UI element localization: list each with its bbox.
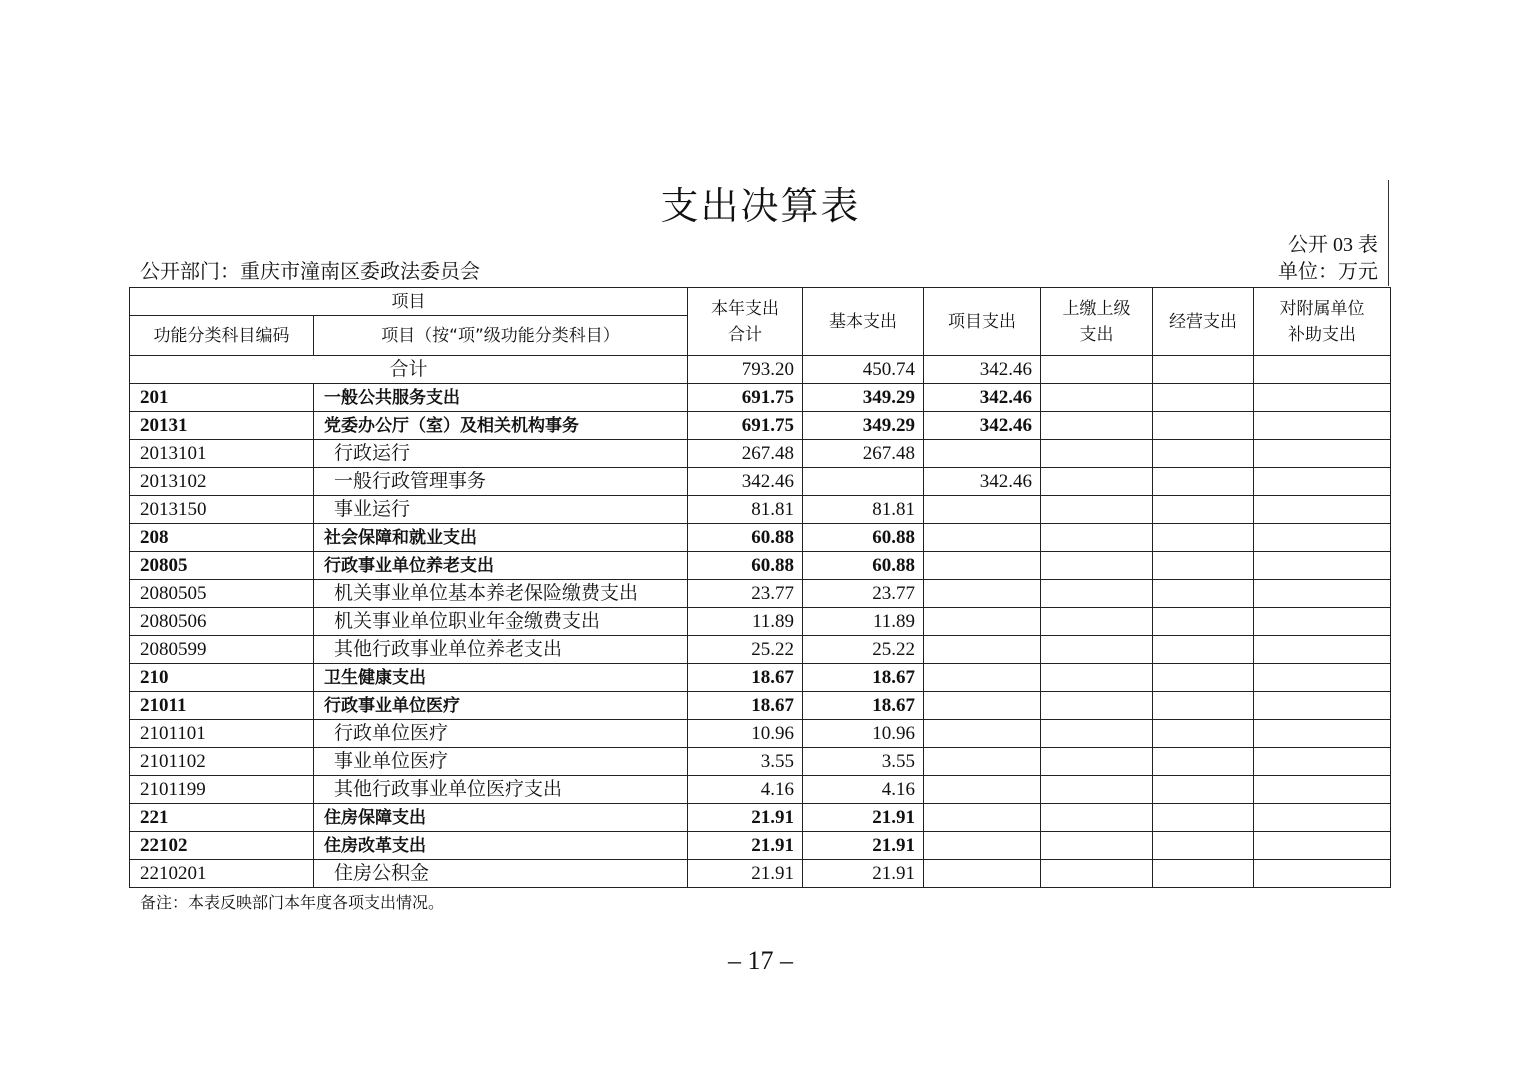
table-row — [130, 832, 1391, 860]
row-code: 2080599 — [130, 636, 314, 664]
department-label: 公开部门：重庆市潼南区委政法委员会 — [140, 261, 480, 283]
row-total: 18.67 — [688, 692, 803, 720]
row-business — [1153, 804, 1254, 832]
row-name: 住房保障支出 — [314, 804, 688, 832]
header-name: 项目（按“项”级功能分类科目） — [314, 316, 688, 356]
row-business — [1153, 468, 1254, 496]
row-business — [1153, 664, 1254, 692]
row-subsidy — [1254, 580, 1391, 608]
row-code: 2210201 — [130, 860, 314, 888]
row-subsidy — [1254, 524, 1391, 552]
row-total: 23.77 — [688, 580, 803, 608]
row-code: 201 — [130, 384, 314, 412]
unit-label: 单位：万元 — [1278, 261, 1378, 283]
header-project-group: 项目 — [130, 288, 688, 316]
row-project — [924, 748, 1041, 776]
row-basic: 3.55 — [803, 748, 924, 776]
row-subsidy — [1254, 552, 1391, 580]
row-name: 事业运行 — [314, 496, 688, 524]
row-business — [1153, 524, 1254, 552]
table-row — [130, 608, 1391, 636]
row-subsidy — [1254, 748, 1391, 776]
row-code: 2013150 — [130, 496, 314, 524]
row-subsidy — [1254, 468, 1391, 496]
row-code: 2101102 — [130, 748, 314, 776]
row-business — [1153, 496, 1254, 524]
row-project — [924, 720, 1041, 748]
row-remit — [1041, 412, 1153, 440]
row-basic: 60.88 — [803, 552, 924, 580]
row-name: 机关事业单位基本养老保险缴费支出 — [314, 580, 688, 608]
row-subsidy — [1254, 412, 1391, 440]
row-project — [924, 608, 1041, 636]
row-project — [924, 692, 1041, 720]
row-total: 21.91 — [688, 804, 803, 832]
row-name: 其他行政事业单位医疗支出 — [314, 776, 688, 804]
table-row — [130, 412, 1391, 440]
total-sum: 793.20 — [688, 356, 803, 384]
row-remit — [1041, 860, 1153, 888]
row-total: 691.75 — [688, 384, 803, 412]
row-basic: 21.91 — [803, 804, 924, 832]
expenditure-table — [129, 287, 1391, 888]
row-code: 2101199 — [130, 776, 314, 804]
row-project — [924, 524, 1041, 552]
header-project: 项目支出 — [924, 288, 1041, 356]
row-remit — [1041, 608, 1153, 636]
row-remit — [1041, 552, 1153, 580]
row-project — [924, 636, 1041, 664]
row-project — [924, 804, 1041, 832]
row-code: 20131 — [130, 412, 314, 440]
row-name: 一般公共服务支出 — [314, 384, 688, 412]
row-total: 81.81 — [688, 496, 803, 524]
row-project — [924, 664, 1041, 692]
table-row — [130, 692, 1391, 720]
row-total: 60.88 — [688, 552, 803, 580]
row-project — [924, 496, 1041, 524]
row-remit — [1041, 468, 1153, 496]
row-remit — [1041, 524, 1153, 552]
row-total: 267.48 — [688, 440, 803, 468]
header-remit: 上缴上级 支出 — [1041, 288, 1153, 356]
row-subsidy — [1254, 860, 1391, 888]
row-subsidy — [1254, 608, 1391, 636]
row-basic: 11.89 — [803, 608, 924, 636]
row-business — [1153, 860, 1254, 888]
row-basic: 25.22 — [803, 636, 924, 664]
row-subsidy — [1254, 440, 1391, 468]
table-row — [130, 580, 1391, 608]
row-project: 342.46 — [924, 468, 1041, 496]
row-subsidy — [1254, 636, 1391, 664]
row-total: 21.91 — [688, 860, 803, 888]
row-business — [1153, 440, 1254, 468]
row-total: 342.46 — [688, 468, 803, 496]
row-name: 行政运行 — [314, 440, 688, 468]
header-subsidy: 对附属单位 补助支出 — [1254, 288, 1391, 356]
table-row — [130, 664, 1391, 692]
total-row — [130, 356, 1391, 384]
row-name: 住房改革支出 — [314, 832, 688, 860]
row-business — [1153, 748, 1254, 776]
row-subsidy — [1254, 692, 1391, 720]
row-project — [924, 440, 1041, 468]
row-name: 机关事业单位职业年金缴费支出 — [314, 608, 688, 636]
table-row — [130, 636, 1391, 664]
row-business — [1153, 720, 1254, 748]
header-total: 本年支出 合计 — [688, 288, 803, 356]
row-total: 21.91 — [688, 832, 803, 860]
row-business — [1153, 636, 1254, 664]
row-code: 20805 — [130, 552, 314, 580]
row-name: 一般行政管理事务 — [314, 468, 688, 496]
table-number: 公开 03 表 — [1288, 234, 1378, 256]
row-code: 2080505 — [130, 580, 314, 608]
row-code: 210 — [130, 664, 314, 692]
table-row — [130, 496, 1391, 524]
row-basic: 18.67 — [803, 664, 924, 692]
row-code: 208 — [130, 524, 314, 552]
table-row — [130, 524, 1391, 552]
row-name: 行政事业单位医疗 — [314, 692, 688, 720]
row-basic: 4.16 — [803, 776, 924, 804]
row-subsidy — [1254, 776, 1391, 804]
header-basic: 基本支出 — [803, 288, 924, 356]
row-basic: 349.29 — [803, 384, 924, 412]
row-total: 18.67 — [688, 664, 803, 692]
row-remit — [1041, 804, 1153, 832]
header-business: 经营支出 — [1153, 288, 1254, 356]
row-basic: 21.91 — [803, 860, 924, 888]
total-label: 合计 — [130, 356, 688, 384]
table-row — [130, 440, 1391, 468]
row-basic: 10.96 — [803, 720, 924, 748]
table-row — [130, 384, 1391, 412]
row-subsidy — [1254, 804, 1391, 832]
row-basic: 267.48 — [803, 440, 924, 468]
row-remit — [1041, 496, 1153, 524]
row-project — [924, 832, 1041, 860]
row-business — [1153, 384, 1254, 412]
row-subsidy — [1254, 664, 1391, 692]
row-subsidy — [1254, 720, 1391, 748]
total-basic: 450.74 — [803, 356, 924, 384]
row-basic: 23.77 — [803, 580, 924, 608]
total-project: 342.46 — [924, 356, 1041, 384]
total-remit — [1041, 356, 1153, 384]
row-name: 社会保障和就业支出 — [314, 524, 688, 552]
row-total: 3.55 — [688, 748, 803, 776]
row-project — [924, 580, 1041, 608]
row-total: 60.88 — [688, 524, 803, 552]
row-name: 卫生健康支出 — [314, 664, 688, 692]
row-business — [1153, 412, 1254, 440]
row-code: 2013101 — [130, 440, 314, 468]
row-remit — [1041, 440, 1153, 468]
row-remit — [1041, 748, 1153, 776]
row-code: 21011 — [130, 692, 314, 720]
row-code: 221 — [130, 804, 314, 832]
row-remit — [1041, 776, 1153, 804]
total-business — [1153, 356, 1254, 384]
table-row — [130, 860, 1391, 888]
table-row — [130, 552, 1391, 580]
table-row — [130, 468, 1391, 496]
row-code: 2013102 — [130, 468, 314, 496]
row-basic: 60.88 — [803, 524, 924, 552]
row-total: 10.96 — [688, 720, 803, 748]
row-subsidy — [1254, 496, 1391, 524]
row-basic: 349.29 — [803, 412, 924, 440]
row-subsidy — [1254, 384, 1391, 412]
row-basic — [803, 468, 924, 496]
row-remit — [1041, 664, 1153, 692]
row-project — [924, 860, 1041, 888]
row-project — [924, 776, 1041, 804]
row-total: 4.16 — [688, 776, 803, 804]
row-business — [1153, 692, 1254, 720]
total-subsidy — [1254, 356, 1391, 384]
row-name: 党委办公厅（室）及相关机构事务 — [314, 412, 688, 440]
table-row — [130, 748, 1391, 776]
row-total: 11.89 — [688, 608, 803, 636]
row-name: 其他行政事业单位养老支出 — [314, 636, 688, 664]
page-title: 支出决算表 — [660, 184, 861, 228]
row-total: 691.75 — [688, 412, 803, 440]
row-business — [1153, 580, 1254, 608]
row-project: 342.46 — [924, 384, 1041, 412]
row-project: 342.46 — [924, 412, 1041, 440]
table-row — [130, 804, 1391, 832]
row-project — [924, 552, 1041, 580]
row-remit — [1041, 384, 1153, 412]
table-row — [130, 776, 1391, 804]
row-remit — [1041, 832, 1153, 860]
row-basic: 81.81 — [803, 496, 924, 524]
row-basic: 18.67 — [803, 692, 924, 720]
row-business — [1153, 832, 1254, 860]
row-remit — [1041, 720, 1153, 748]
header-code: 功能分类科目编码 — [130, 316, 314, 356]
row-code: 2080506 — [130, 608, 314, 636]
row-name: 事业单位医疗 — [314, 748, 688, 776]
row-remit — [1041, 692, 1153, 720]
row-business — [1153, 608, 1254, 636]
page-number: – 17 – — [728, 946, 793, 975]
footnote: 备注：本表反映部门本年度各项支出情况。 — [140, 895, 445, 912]
row-name: 行政单位医疗 — [314, 720, 688, 748]
row-business — [1153, 552, 1254, 580]
row-code: 2101101 — [130, 720, 314, 748]
row-basic: 21.91 — [803, 832, 924, 860]
row-name: 行政事业单位养老支出 — [314, 552, 688, 580]
row-remit — [1041, 580, 1153, 608]
row-remit — [1041, 636, 1153, 664]
row-total: 25.22 — [688, 636, 803, 664]
table-row — [130, 720, 1391, 748]
row-name: 住房公积金 — [314, 860, 688, 888]
row-subsidy — [1254, 832, 1391, 860]
row-business — [1153, 776, 1254, 804]
row-code: 22102 — [130, 832, 314, 860]
